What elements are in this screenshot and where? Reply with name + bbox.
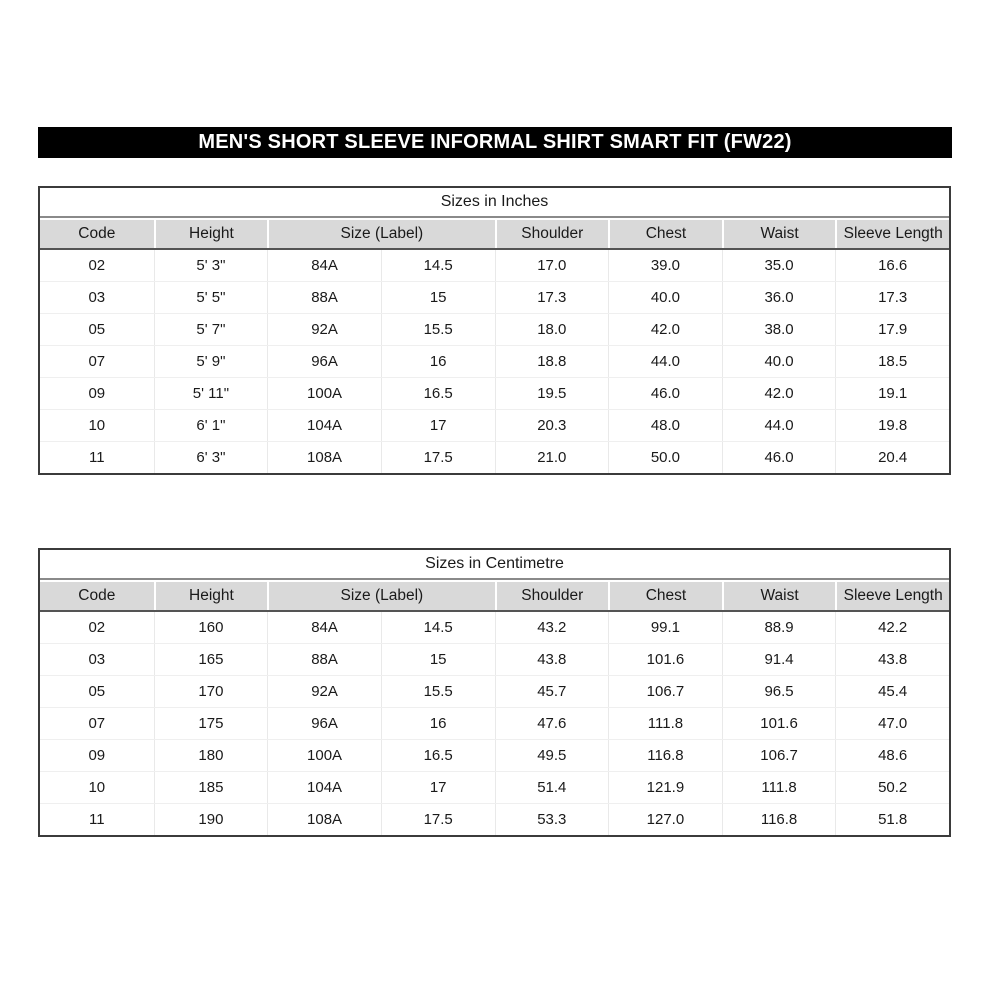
table-header-row — [40, 218, 949, 250]
column-header: Size (Label) — [267, 582, 494, 610]
table-cell: 17 — [381, 410, 495, 441]
table-cell: 07 — [88, 353, 106, 370]
table-cell: 03 — [88, 651, 106, 668]
table-cell: 160 — [154, 612, 268, 643]
table-cell: 180 — [154, 740, 268, 771]
table-cell: 165 — [154, 644, 268, 675]
table-cell: 38.0 — [722, 314, 836, 345]
column-header: Waist — [722, 582, 836, 610]
table-cell: 5' 3" — [154, 250, 268, 281]
table-cell: 96A — [267, 708, 381, 739]
table-row — [40, 377, 949, 409]
table-cell: 16 — [381, 708, 495, 739]
table-cell: 02 — [88, 257, 106, 274]
table-cell: 51.4 — [495, 772, 609, 803]
column-header: Chest — [608, 582, 722, 610]
table-header-row — [40, 580, 949, 612]
table-cell: 15 — [381, 644, 495, 675]
table-cell: 5' 11" — [154, 378, 268, 409]
table-cell: 84A — [267, 612, 381, 643]
table-cell: 40.0 — [722, 346, 836, 377]
table-cell: 16.5 — [381, 740, 495, 771]
table-cell: 02 — [88, 619, 106, 636]
table-cell: 92A — [267, 676, 381, 707]
table-cell: 100A — [267, 740, 381, 771]
table-cell: 15.5 — [381, 676, 495, 707]
table-cell: 47.0 — [835, 708, 949, 739]
table-cell: 19.5 — [495, 378, 609, 409]
table-cell: 11 — [89, 811, 105, 828]
table-title: Sizes in Inches — [40, 188, 949, 218]
table-body — [40, 612, 949, 835]
size-table-inches — [38, 186, 951, 475]
table-row — [40, 739, 949, 771]
table-cell: 53.3 — [495, 804, 609, 835]
table-cell: 18.5 — [835, 346, 949, 377]
table-cell: 17.0 — [495, 250, 609, 281]
column-header: Sleeve Length — [835, 582, 949, 610]
table-cell: 106.7 — [608, 676, 722, 707]
table-title: Sizes in Centimetre — [40, 550, 949, 580]
column-header: Chest — [608, 220, 722, 248]
table-cell: 15.5 — [381, 314, 495, 345]
column-header: Height — [154, 582, 268, 610]
table-cell: 108A — [267, 442, 381, 473]
table-cell: 99.1 — [608, 612, 722, 643]
table-cell: 36.0 — [722, 282, 836, 313]
table-cell: 121.9 — [608, 772, 722, 803]
table-cell: 16.5 — [381, 378, 495, 409]
table-cell: 05 — [88, 683, 106, 700]
table-cell: 17 — [381, 772, 495, 803]
table-cell: 5' 7" — [154, 314, 268, 345]
table-cell: 44.0 — [722, 410, 836, 441]
table-cell: 116.8 — [608, 740, 722, 771]
column-header: Waist — [722, 220, 836, 248]
table-row — [40, 409, 949, 441]
table-cell: 101.6 — [722, 708, 836, 739]
table-cell: 40.0 — [608, 282, 722, 313]
table-row — [40, 313, 949, 345]
table-cell: 6' 1" — [154, 410, 268, 441]
table-cell: 18.0 — [495, 314, 609, 345]
table-cell: 19.8 — [835, 410, 949, 441]
table-row — [40, 675, 949, 707]
size-table-centimetre — [38, 548, 951, 837]
column-header: Shoulder — [495, 582, 609, 610]
table-cell: 88A — [267, 282, 381, 313]
table-cell: 11 — [89, 449, 105, 466]
table-cell: 10 — [88, 417, 106, 434]
table-cell: 20.4 — [835, 442, 949, 473]
column-header: Height — [154, 220, 268, 248]
table-cell: 104A — [267, 772, 381, 803]
table-cell: 42.0 — [722, 378, 836, 409]
table-row — [40, 803, 949, 835]
column-header: Code — [78, 225, 116, 242]
table-cell: 5' 5" — [154, 282, 268, 313]
table-cell: 42.0 — [608, 314, 722, 345]
table-cell: 47.6 — [495, 708, 609, 739]
table-row — [40, 345, 949, 377]
table-cell: 106.7 — [722, 740, 836, 771]
table-cell: 45.4 — [835, 676, 949, 707]
table-cell: 175 — [154, 708, 268, 739]
table-cell: 21.0 — [495, 442, 609, 473]
table-cell: 104A — [267, 410, 381, 441]
table-cell: 116.8 — [722, 804, 836, 835]
table-cell: 111.8 — [608, 708, 722, 739]
table-cell: 49.5 — [495, 740, 609, 771]
table-cell: 84A — [267, 250, 381, 281]
table-cell: 17.9 — [835, 314, 949, 345]
table-cell: 17.5 — [381, 804, 495, 835]
column-header: Code — [78, 587, 116, 604]
table-cell: 16.6 — [835, 250, 949, 281]
table-cell: 09 — [88, 385, 106, 402]
table-cell: 15 — [381, 282, 495, 313]
table-cell: 39.0 — [608, 250, 722, 281]
table-cell: 190 — [154, 804, 268, 835]
table-cell: 43.2 — [495, 612, 609, 643]
table-row — [40, 612, 949, 643]
table-cell: 46.0 — [608, 378, 722, 409]
table-row — [40, 441, 949, 473]
table-cell: 88A — [267, 644, 381, 675]
table-cell: 45.7 — [495, 676, 609, 707]
column-header: Size (Label) — [267, 220, 494, 248]
table-cell: 48.0 — [608, 410, 722, 441]
table-cell: 14.5 — [381, 612, 495, 643]
table-cell: 14.5 — [381, 250, 495, 281]
table-cell: 17.5 — [381, 442, 495, 473]
table-cell: 43.8 — [495, 644, 609, 675]
table-cell: 51.8 — [835, 804, 949, 835]
table-row — [40, 771, 949, 803]
table-cell: 101.6 — [608, 644, 722, 675]
product-title-banner — [38, 127, 952, 158]
table-cell: 185 — [154, 772, 268, 803]
table-cell: 18.8 — [495, 346, 609, 377]
table-cell: 17.3 — [495, 282, 609, 313]
table-cell: 46.0 — [722, 442, 836, 473]
table-row — [40, 643, 949, 675]
table-cell: 100A — [267, 378, 381, 409]
table-cell: 111.8 — [722, 772, 836, 803]
table-cell: 43.8 — [835, 644, 949, 675]
table-cell: 16 — [381, 346, 495, 377]
table-cell: 170 — [154, 676, 268, 707]
table-cell: 05 — [88, 321, 106, 338]
table-cell: 96A — [267, 346, 381, 377]
table-cell: 5' 9" — [154, 346, 268, 377]
table-row — [40, 707, 949, 739]
table-cell: 07 — [88, 715, 106, 732]
table-cell: 48.6 — [835, 740, 949, 771]
table-row — [40, 281, 949, 313]
table-cell: 19.1 — [835, 378, 949, 409]
table-row — [40, 250, 949, 281]
table-cell: 50.0 — [608, 442, 722, 473]
table-cell: 108A — [267, 804, 381, 835]
product-title: MEN'S SHORT SLEEVE INFORMAL SHIRT SMART FIT (FW22) — [198, 131, 792, 153]
table-cell: 91.4 — [722, 644, 836, 675]
table-cell: 88.9 — [722, 612, 836, 643]
table-cell: 44.0 — [608, 346, 722, 377]
table-cell: 35.0 — [722, 250, 836, 281]
table-cell: 10 — [88, 779, 106, 796]
column-header: Sleeve Length — [835, 220, 949, 248]
table-cell: 96.5 — [722, 676, 836, 707]
table-cell: 09 — [88, 747, 106, 764]
table-cell: 20.3 — [495, 410, 609, 441]
table-cell: 42.2 — [835, 612, 949, 643]
column-header: Shoulder — [495, 220, 609, 248]
table-cell: 50.2 — [835, 772, 949, 803]
table-cell: 03 — [88, 289, 106, 306]
table-body — [40, 250, 949, 473]
table-cell: 127.0 — [608, 804, 722, 835]
table-cell: 6' 3" — [154, 442, 268, 473]
table-cell: 17.3 — [835, 282, 949, 313]
table-cell: 92A — [267, 314, 381, 345]
